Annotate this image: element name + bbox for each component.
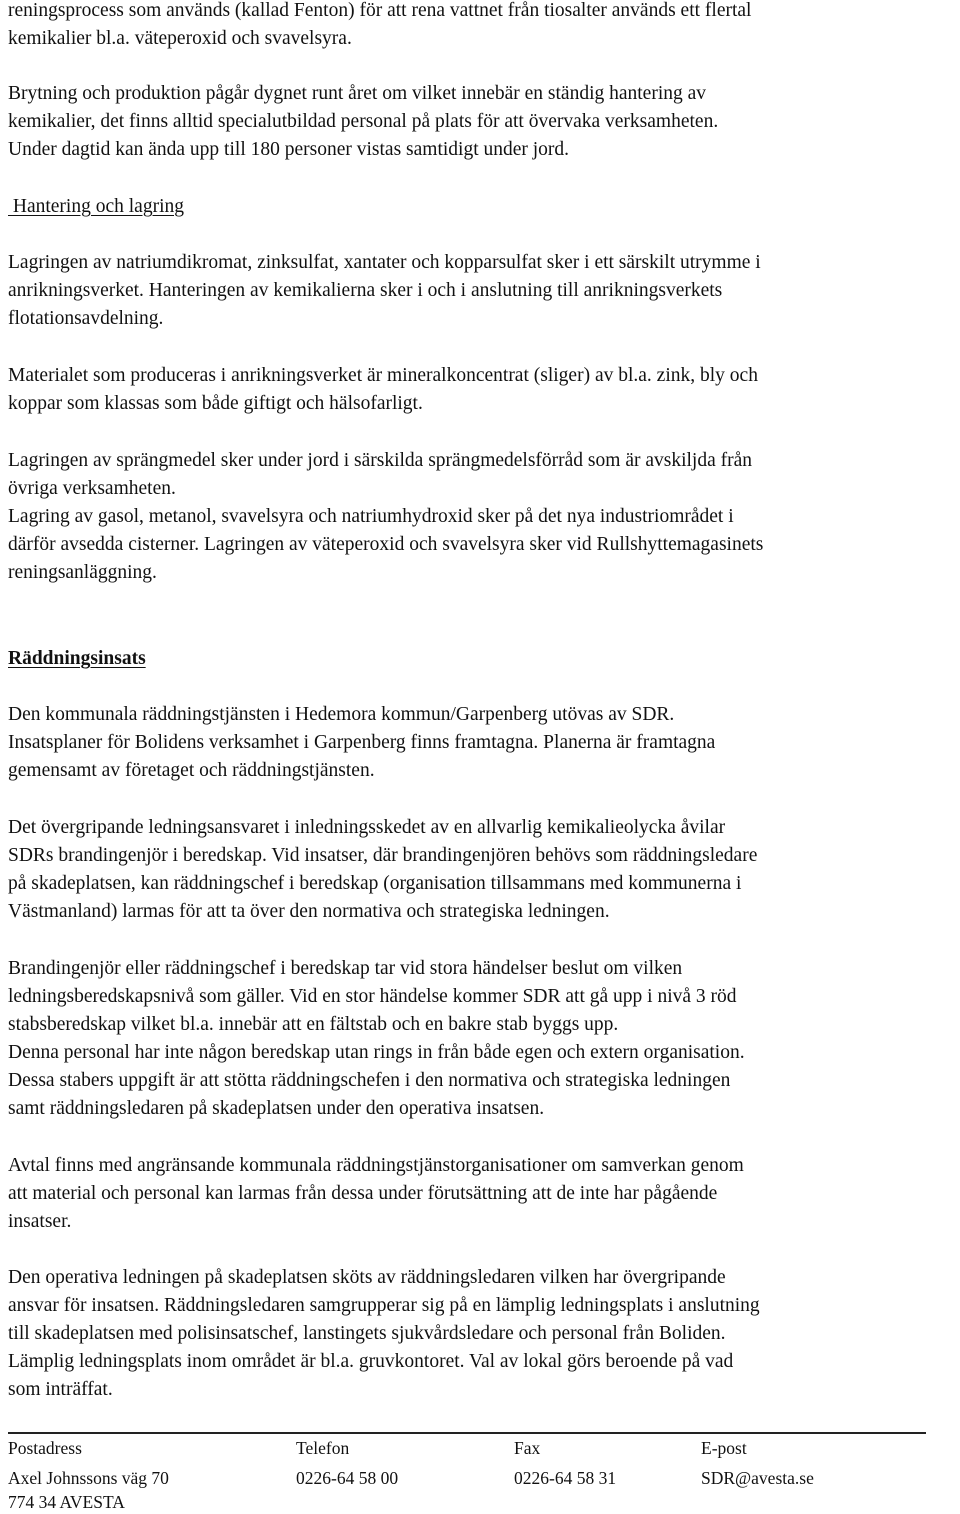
text-line: Avtal finns med angränsande kommunala räddningstjänstorganisationer om samverkan genom <box>8 1155 744 1176</box>
footer-label: E-post <box>701 1438 747 1458</box>
text-line: kemikalier bl.a. väteperoxid och svavelsyra. <box>8 28 352 49</box>
footer-email: SDR@avesta.se <box>701 1468 814 1488</box>
text-line: Den kommunala räddningstjänsten i Hedemora kommun/Garpenberg utövas av SDR. <box>8 704 675 725</box>
text-line: Brandingenjör eller räddningschef i beredskap tar vid stora händelser beslut om vilken <box>8 958 683 979</box>
footer-divider <box>8 1432 926 1434</box>
section-heading-raddning <box>8 645 956 673</box>
paragraph-brytning <box>8 80 956 164</box>
text-line: Västmanland) larmas för att ta över den normativa och strategiska ledningen. <box>8 901 610 922</box>
text-line: övriga verksamheten. <box>8 478 176 499</box>
footer-fax <box>514 1436 616 1490</box>
text-line: reningsanläggning. <box>8 562 157 583</box>
section-heading-hantering <box>8 193 956 221</box>
paragraph-overgripande <box>8 814 956 926</box>
text-line: till skadeplatsen med polisinsatschef, lanstingets sjukvårdsledare och personal från Boliden. <box>8 1323 726 1344</box>
footer-label: Telefon <box>296 1438 350 1458</box>
paragraph-brandingenjor <box>8 955 956 1123</box>
heading-text: Räddningsinsats <box>8 648 146 669</box>
text-line: ledningsberedskapsnivå som gäller. Vid en stor händelse kommer SDR att gå upp i nivå 3 röd <box>8 986 737 1007</box>
text-line: samt räddningsledaren på skadeplatsen under den operativa insatsen. <box>8 1098 545 1119</box>
text-line: Denna personal har inte någon beredskap utan rings in från både egen och extern organisation. <box>8 1042 745 1063</box>
text-line: kemikalier, det finns alltid specialutbildad personal på plats för att övervaka verksamheten. <box>8 111 719 132</box>
text-line: Insatsplaner för Bolidens verksamhet i Garpenberg finns framtagna. Planerna är framtagna <box>8 732 716 753</box>
footer-address-line: Axel Johnssons väg 70 <box>8 1468 169 1488</box>
text-line: gemensamt av företaget och räddningstjänsten. <box>8 760 375 781</box>
footer-phone: 0226-64 58 00 <box>296 1468 399 1488</box>
text-line: reningsprocess som används (kallad Fenton) för att rena vattnet från tiosalter används ett flertal <box>8 0 752 21</box>
text-line: SDRs brandingenjör i beredskap. Vid insatser, där brandingenjören behövs som räddningsledare <box>8 845 758 866</box>
paragraph-lagringen <box>8 249 956 333</box>
text-line: som inträffat. <box>8 1379 113 1400</box>
paragraph-sprangmedel <box>8 447 956 587</box>
text-line: insatser. <box>8 1211 72 1232</box>
text-line: Under dagtid kan ända upp till 180 personer vistas samtidigt under jord. <box>8 139 570 160</box>
intro-paragraph <box>8 0 956 53</box>
text-line: Lagring av gasol, metanol, svavelsyra och natriumhydroxid sker på det nya industriområdet i <box>8 506 734 527</box>
text-line: flotationsavdelning. <box>8 308 164 329</box>
footer-label: Postadress <box>8 1438 82 1458</box>
text-line: stabsberedskap vilket bl.a. innebär att en fältstab och en bakre stab byggs upp. <box>8 1014 619 1035</box>
paragraph-avtal <box>8 1152 956 1236</box>
text-line: därför avsedda cisterner. Lagringen av väteperoxid och svavelsyra sker vid Rullshyttemagasinets <box>8 534 764 555</box>
paragraph-materialet <box>8 362 956 418</box>
footer-telefon <box>296 1436 398 1490</box>
text-line: att material och personal kan larmas från dessa under förutsättning att de inte har pågående <box>8 1183 718 1204</box>
text-line: anrikningsverket. Hanteringen av kemikalierna sker i och i anslutning till anrikningsverkets <box>8 280 723 301</box>
text-line: Dessa stabers uppgift är att stötta räddningschefen i den normativa och strategiska ledningen <box>8 1070 731 1091</box>
footer-fax-number: 0226-64 58 31 <box>514 1468 617 1488</box>
footer-address-line: 774 34 AVESTA <box>8 1492 125 1512</box>
text-line: Det övergripande ledningsansvaret i inledningsskedet av en allvarlig kemikalieolycka åvilar <box>8 817 726 838</box>
text-line: på skadeplatsen, kan räddningschef i beredskap (organisation tillsammans med kommunerna i <box>8 873 742 894</box>
text-line: Lämplig ledningsplats inom området är bl.a. gruvkontoret. Val av lokal görs beroende på vad <box>8 1351 734 1372</box>
text-line: Lagringen av sprängmedel sker under jord i särskilda sprängmedelsförråd som är avskiljda från <box>8 450 753 471</box>
paragraph-operativa <box>8 1264 956 1404</box>
footer-postadress <box>8 1436 169 1514</box>
footer-epost <box>701 1436 814 1490</box>
text-line: ansvar för insatsen. Räddningsledaren samgrupperar sig på en lämplig ledningsplats i anslutning <box>8 1295 760 1316</box>
footer-label: Fax <box>514 1438 541 1458</box>
text-line: Den operativa ledningen på skadeplatsen sköts av räddningsledaren vilken har övergripande <box>8 1267 726 1288</box>
text-line: Brytning och produktion pågår dygnet runt året om vilket innebär en ständig hantering av <box>8 83 707 104</box>
heading-text: Hantering och lagring <box>8 196 184 217</box>
text-line: Lagringen av natriumdikromat, zinksulfat, xantater och kopparsulfat sker i ett särskilt utrymme i <box>8 252 761 273</box>
text-line: Materialet som produceras i anrikningsverket är mineralkoncentrat (sliger) av bl.a. zink, bly och <box>8 365 758 386</box>
paragraph-kommunala <box>8 701 956 785</box>
text-line: koppar som klassas som både giftigt och hälsofarligt. <box>8 393 423 414</box>
